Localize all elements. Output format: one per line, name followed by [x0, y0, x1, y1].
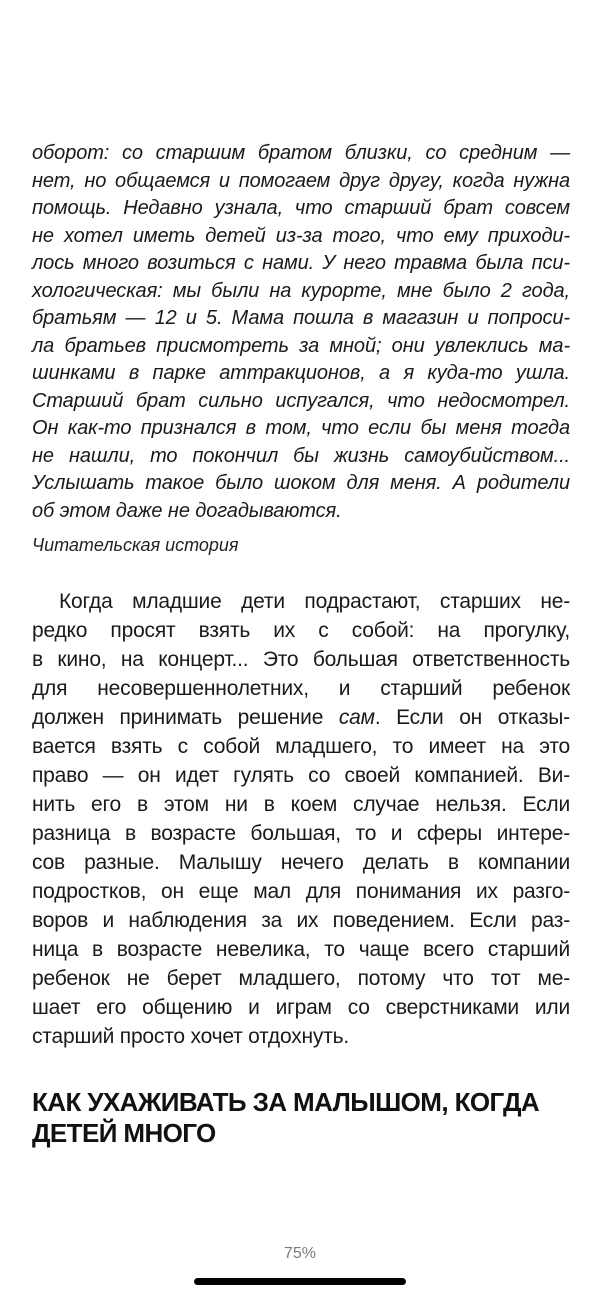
quote-line: помощь. Недавно узнала, что старший брат совсем	[32, 197, 570, 219]
body-line: старший просто хочет отдохнуть.	[32, 1025, 349, 1048]
body-line: ребенок не берет младшего, потому что тот ме-	[32, 967, 570, 990]
body-line: Когда младшие дети подрастают, старших не-	[59, 590, 570, 613]
quote-line: лось много возиться с нами. У него травма была пси-	[32, 252, 570, 274]
quote-attribution: Читательская история	[32, 535, 239, 555]
body-line: в кино, на концерт... Это большая ответственность	[32, 648, 570, 671]
body-line: разница в возрасте большая, то и сферы интере-	[32, 822, 570, 845]
quote-line: братьям — 12 и 5. Мама пошла в магазин и попроси-	[32, 307, 570, 329]
body-line: для несовершеннолетних, и старший ребенок	[32, 677, 570, 700]
body-line	[32, 703, 570, 732]
quote-line: нет, но общаемся и помогаем друг другу, когда нужна	[32, 169, 570, 192]
quote-line: об этом даже не догадываются.	[32, 499, 342, 522]
emphasis-text: сам	[338, 706, 375, 729]
body-paragraph	[32, 587, 570, 1051]
quote-line: не нашли, то покончил бы жизнь самоубийством...	[32, 444, 570, 467]
body-line-text: должен принимать решение	[32, 706, 339, 729]
reader-quote	[32, 140, 570, 557]
section-heading	[32, 1087, 570, 1149]
body-line: нить его в этом ни в коем случае нельзя. Если	[32, 793, 570, 816]
body-line: шает его общению и играм со сверстниками или	[32, 996, 570, 1019]
body-line-text: . Если он отказы-	[374, 706, 570, 729]
body-line: подростков, он еще мал для понимания их разго-	[32, 880, 570, 903]
reading-progress: 75%	[283, 1245, 317, 1262]
body-line: воров и наблюдения за их поведением. Если раз-	[32, 909, 570, 932]
body-line: ница в возрасте невелика, то чаще всего старший	[32, 938, 570, 961]
quote-line: ла братьев присмотреть за мной; они увлеклись ма-	[32, 334, 570, 357]
quote-line: Старший брат сильно испугался, что недосмотрел.	[32, 389, 570, 412]
section-heading-line: ДЕТЕЙ МНОГО	[32, 1118, 216, 1148]
body-line: редко просят взять их с собой: на прогулку,	[32, 619, 570, 642]
home-indicator[interactable]	[194, 1278, 406, 1285]
quote-line: хологическая: мы были на курорте, мне было 2 года,	[32, 279, 570, 302]
body-line: вается взять с собой младшего, то имеет на это	[32, 735, 570, 758]
quote-line: шинками в парке аттракционов, а я куда-то ушла.	[32, 362, 570, 384]
quote-line: оборот: со старшим братом близки, со средним —	[32, 142, 570, 164]
body-line: право — он идет гулять со своей компанией. Ви-	[32, 764, 570, 787]
body-line: сов разные. Малышу нечего делать в компании	[32, 851, 570, 874]
book-page[interactable]	[32, 140, 570, 1149]
quote-line: Он как-то признался в том, что если бы меня тогда	[32, 417, 570, 439]
quote-line: Услышать такое было шоком для меня. А родители	[32, 472, 570, 494]
quote-line: не хотел иметь детей из-за того, что ему приходи-	[32, 224, 570, 247]
section-heading-line: КАК УХАЖИВАТЬ ЗА МАЛЫШОМ, КОГДА	[32, 1087, 540, 1117]
